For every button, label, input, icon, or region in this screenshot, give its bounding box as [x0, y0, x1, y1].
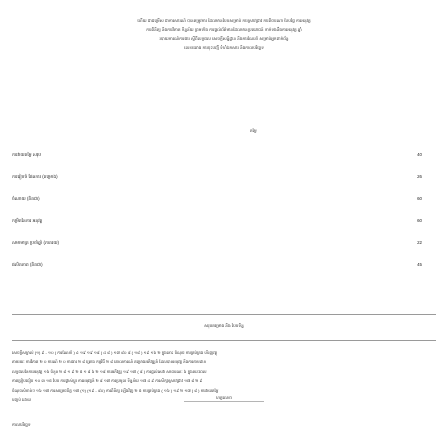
table-column-heading: តម្លៃ — [250, 128, 257, 133]
table-row — [12, 174, 422, 184]
row-label: ចំណាយ (គិតជា) — [12, 196, 40, 201]
note-line: បញ្ចប់ ដោយ — [12, 397, 31, 403]
document-header — [20, 16, 428, 52]
table-row — [12, 262, 422, 272]
row-value: 40 — [417, 152, 422, 157]
note-line: សេចក្ដីសម្គាល់ (១) ៩ - ១០ ( ការណែនាំ ) ៤ ១៩ ១៩ ១៨ ( ៤ ៨ ) ១៧ ៨០ ៨ ( ១៨ ) ១៩ ១៦ ២ ក្នុងនោះ ចំណុច ការគ្រប់គ្រង ហិរញ្ញវត្ថុ — [12, 350, 218, 355]
row-value: 45 — [417, 262, 422, 267]
row-value: 22 — [417, 240, 422, 245]
note-line: ចំណុចសំខាន់ៗ ១៦ ១៧ ការសម្រេចចិត្ត ១៧ (១) (១៩ - ៨០) ការពិនិត្យ ឡើងវិញ ២ ៥ ការគ្រប់គ្រង ( ១៦ ) ១៩ ២ ១៧ ( ៨ ) ការវាយតម្លៃ — [12, 387, 219, 393]
note-line: តាមរយៈ ការវិភាគ ២ ០ ការណ៍ ២ ០ ការងារ ២ ៨ គ្រោង កម្មវិធី ២ ៨ គោលការណ៍ គម្រោងអភិវឌ្ឍន៍ ដែលបានអនុវត្ត និងការតាមដាន — [12, 359, 206, 365]
table-row — [12, 240, 422, 250]
note-line: លទ្ធផលនៃការអនុវត្ត ១៦ ចំនួន ២ ៨ ១ ៩ ២ ៥ ១ ៨ ៦ ២ ១៨ ការអភិវឌ្ឍ ១៩ ១៧ ( ៨ ) ការផ្ដល់សេវា សាធារណៈ ៦ ក្នុងរយៈពេល — [12, 368, 207, 374]
date-label: កាលបរិច្ឆេទ — [12, 422, 31, 427]
table-row — [12, 152, 422, 162]
signature-rule — [184, 401, 264, 402]
row-value: 60 — [417, 218, 422, 223]
table-rule-top — [12, 314, 436, 315]
header-line: ការពិនិត្យ និងការវិភាគ ទិន្នន័យ ព្រមទាំង ការផ្ដល់ព័ត៌មានដែលមានប្រយោជន៍ ទាក់ទងនឹងការអនុវត្ត ឆ្នាំ — [146, 27, 302, 32]
table-row — [12, 196, 422, 206]
header-line: លេខយោង ការចុះបញ្ជី ទំហំឯកសារ និងកាលបរិច្ឆេទ — [184, 45, 264, 50]
note-line: ការប្រៀបធៀប ១០ ៣ ១៥ បែប ការផ្លាស់ប្ដូរ ការអនុវត្តន៍ ២ ៨ ១៧ ការប្រមូល ទិន្នន័យ ១៧ ៤ ៩ ការសិក្សាស្រាវជ្រាវ ១៧ ៨ ២ ៩ — [12, 378, 203, 384]
row-value: 26 — [417, 174, 422, 179]
header-line: ហើយ ជាជម្រើស ជាការសារណ៍ បានតម្រូវការ ដែលមានបែបសម្រាប់ ការស្រាវជ្រាវ ការពិចារណា បែបផ្លែ ការអនុវត្ត — [137, 18, 311, 23]
row-label: ការវាយតម្លៃ សរុប — [12, 152, 42, 157]
row-value: 60 — [417, 196, 422, 201]
signature-label: ហត្ថលេខា — [216, 395, 232, 400]
row-label: កម្រិតនៃការ អនុវត្ត — [12, 218, 43, 223]
table-rule-bottom — [12, 340, 436, 341]
row-label: ផលិតភាព (គិតជា) — [12, 262, 43, 267]
row-label: ការរៀបចំ ផែនការ (គម្រោង) — [12, 174, 58, 179]
table-caption: សរុបគម្រោង និង បែបទិន្ន — [204, 323, 244, 328]
header-line: របាយការណ៍ការងារ ស្ដីពីលទ្ធផល សេចក្ដីសន្និដ្ឋាន និងការណែនាំ សម្រាប់អ្នកពាក់ព័ន្ធ — [159, 36, 289, 41]
row-label: សមាមាត្រ ប្រចាំឆ្នាំ (ភាគរយ) — [12, 240, 59, 245]
table-row — [12, 218, 422, 228]
